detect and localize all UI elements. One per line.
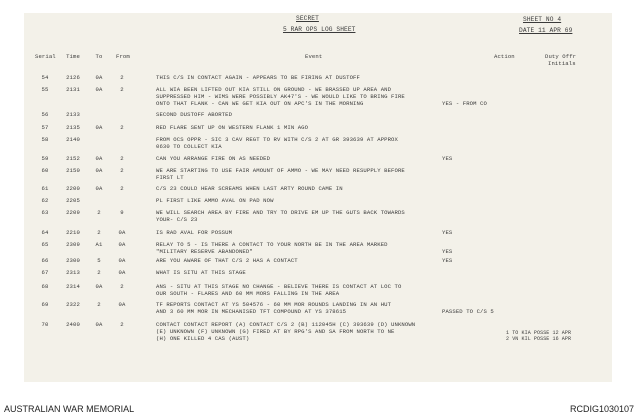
row-serial: 66 [41,257,49,264]
row-from: 2 [120,185,124,192]
row-serial: 65 [41,241,49,248]
row-time: 2131 [66,86,80,93]
row-from: 2 [120,321,124,328]
row-to: 2 [97,269,101,276]
row-event-line: THIS C/S IN CONTACT AGAIN - APPEARS TO BE FIRING AT DUSTOFF [156,74,360,81]
row-time: 2133 [66,111,80,118]
row-from: 0A [118,301,126,308]
row-from: 0A [118,269,126,276]
row-serial: 55 [41,86,49,93]
row-event-line: TF REPORTS CONTACT AT YS 504576 - 60 MM MOR ROUNDS LANDING IN AN HUT [156,301,392,308]
row-event-line: ARE YOU AWARE OF THAT C/S 2 HAS A CONTACT [156,257,298,264]
row-to: 5 [97,257,101,264]
row-to: 0A [95,124,103,131]
row-action: YES [442,257,453,264]
row-serial: 58 [41,136,49,143]
header-to: To [95,53,103,60]
row-from: 2 [120,86,124,93]
footer-record-id: RCDIG1030107 [569,404,634,414]
header-duty-initials: Initials [548,60,576,67]
row-to: 0A [95,74,103,81]
row-serial: 64 [41,229,49,236]
row-time: 2152 [66,155,80,162]
document-title: 5 RAR OPS LOG SHEET [283,26,356,33]
row-action: YES [442,155,453,162]
row-event-line: WHAT IS SITU AT THIS STAGE [156,269,246,276]
row-to: 0A [95,321,103,328]
row-event-line: YOUR- C/S 23 [156,216,198,223]
row-serial: 63 [41,209,49,216]
row-event-line: RELAY TO 5 - IS THERE A CONTACT TO YOUR NORTH BE IN THE AREA MARKED [156,241,388,248]
row-time: 2135 [66,124,80,131]
row-event-line: WE ARE STARTING TO USE FAIR AMOUNT OF AMMO - WE MAY NEED RESUPPLY BEFORE [156,167,405,174]
row-event-line: SUPPRESSED HIM - WIMS WERE POSSIBLY AK47'S - WE WOULD LIKE TO BRING FIRE [156,93,405,100]
header-action: Action [494,53,515,60]
log-date: DATE 11 APR 69 [519,27,573,34]
row-event-line: "MILITARY RESERVE ABANDONED" [156,248,253,255]
row-to: 2 [97,301,101,308]
row-event-line: FIRST LT [156,174,184,181]
row-to: 2 [97,229,101,236]
row-event-line: CAN YOU ARRANGE FIRE ON AS NEEDED [156,155,271,162]
row-event-line: SECOND DUSTOFF ABORTED [156,111,233,118]
header-event: Event [305,53,323,60]
row-event-line: (H) ONE KILLED 4 CAS (AUST) [156,335,250,342]
row-time: 2400 [66,321,80,328]
row-event-line: ANS - SITU AT THIS STAGE NO CHANGE - BELIEVE THERE IS CONTACT AT LOC TO [156,283,402,290]
header-serial: Serial [35,53,56,60]
row-serial: 57 [41,124,49,131]
row-time: 2322 [66,301,80,308]
row-to: 0A [95,185,103,192]
row-serial: 54 [41,74,49,81]
row-event-line: WE WILL SEARCH AREA BY FIRE AND TRY TO DRIVE EM UP THE GUTS BACK TOWARDS [156,209,405,216]
classification-marking: SECRET [296,15,319,22]
row-event-line: AND 3 60 MM MOR IN MECHANISED TFT COMPOUND AT YS 378615 [156,308,347,315]
row-from: 9 [120,209,124,216]
row-from: 2 [120,155,124,162]
row-time: 2140 [66,136,80,143]
row-from: 0A [118,229,126,236]
row-duty-initials: 1 TO KIA POSSE 12 APR [506,330,572,336]
header-duty-offr: Duty Offr [545,53,577,60]
row-from: 2 [120,74,124,81]
row-serial: 59 [41,155,49,162]
row-to: 2 [97,209,101,216]
row-action: PASSED TO C/S 5 [442,308,494,315]
row-event-line: (E) UNKNOWN (F) UNKNOWN (G) FIRED AT BY RPG'S AND SA FROM NORTH TO NE [156,328,395,335]
row-time: 2126 [66,74,80,81]
row-action: YES - FROM CO [442,100,487,107]
row-action: YES [442,229,453,236]
row-from: 2 [120,167,124,174]
row-time: 2313 [66,269,80,276]
row-to: 0A [95,86,103,93]
row-serial: 60 [41,167,49,174]
row-from: 0A [118,257,126,264]
row-event-line: CONTACT CONTACT REPORT (A) CONTACT C/S 2 (B) 112045H (C) 393639 (D) UNKNOWN [156,321,416,328]
row-time: 2200 [66,185,80,192]
row-serial: 70 [41,321,49,328]
row-time: 2309 [66,241,80,248]
row-serial: 56 [41,111,49,118]
row-serial: 68 [41,283,49,290]
row-event-line: 0630 TO COLLECT KIA [156,143,222,150]
row-time: 2314 [66,283,80,290]
row-event-line: ALL WIA BEEN LIFTED OUT KIA STILL ON GROUND - WE BRASSED UP AREA AND [156,86,392,93]
header-from: From [116,53,130,60]
row-event-line: OUR SOUTH - FLARES AND 60 MM MORS FALLING IN THE AREA [156,290,340,297]
row-event-line: ONTO THAT FLANK - CAN WE GET KIA OUT ON APC'S IN THE MORNING [156,100,364,107]
row-to: 0A [95,155,103,162]
sheet-number: SHEET NO 4 [523,16,562,23]
row-time: 2300 [66,257,80,264]
row-from: 0A [118,241,126,248]
row-duty-initials: 2 VN KIL POSSE 16 APR [506,336,572,342]
row-to: 0A [95,167,103,174]
row-serial: 69 [41,301,49,308]
row-time: 2210 [66,229,80,236]
row-event-line: RED FLARE SENT UP ON WESTERN FLANK 1 MIN AGO [156,124,309,131]
row-serial: 61 [41,185,49,192]
footer-archive-name: AUSTRALIAN WAR MEMORIAL [4,404,135,414]
row-event-line: C/S 23 COULD HEAR SCREAMS WHEN LAST ARTY ROUND CAME IN [156,185,343,192]
row-action: YES [442,248,453,255]
row-time: 2150 [66,167,80,174]
row-from: 2 [120,283,124,290]
row-time: 2205 [66,197,80,204]
row-event-line: IS RAD AVAL FOR POSSUM [156,229,233,236]
row-event-line: FROM OCS OPPR - SIC 3 CAV REGT TO RV WITH C/S 2 AT GR 393639 AT APPROX [156,136,398,143]
row-serial: 62 [41,197,49,204]
row-from: 2 [120,124,124,131]
row-time: 2209 [66,209,80,216]
header-time: Time [66,53,80,60]
row-to: A1 [95,241,103,248]
row-to: 0A [95,283,103,290]
row-event-line: PL FIRST LIKE AMMO AVAL ON PAD NOW [156,197,274,204]
row-serial: 67 [41,269,49,276]
